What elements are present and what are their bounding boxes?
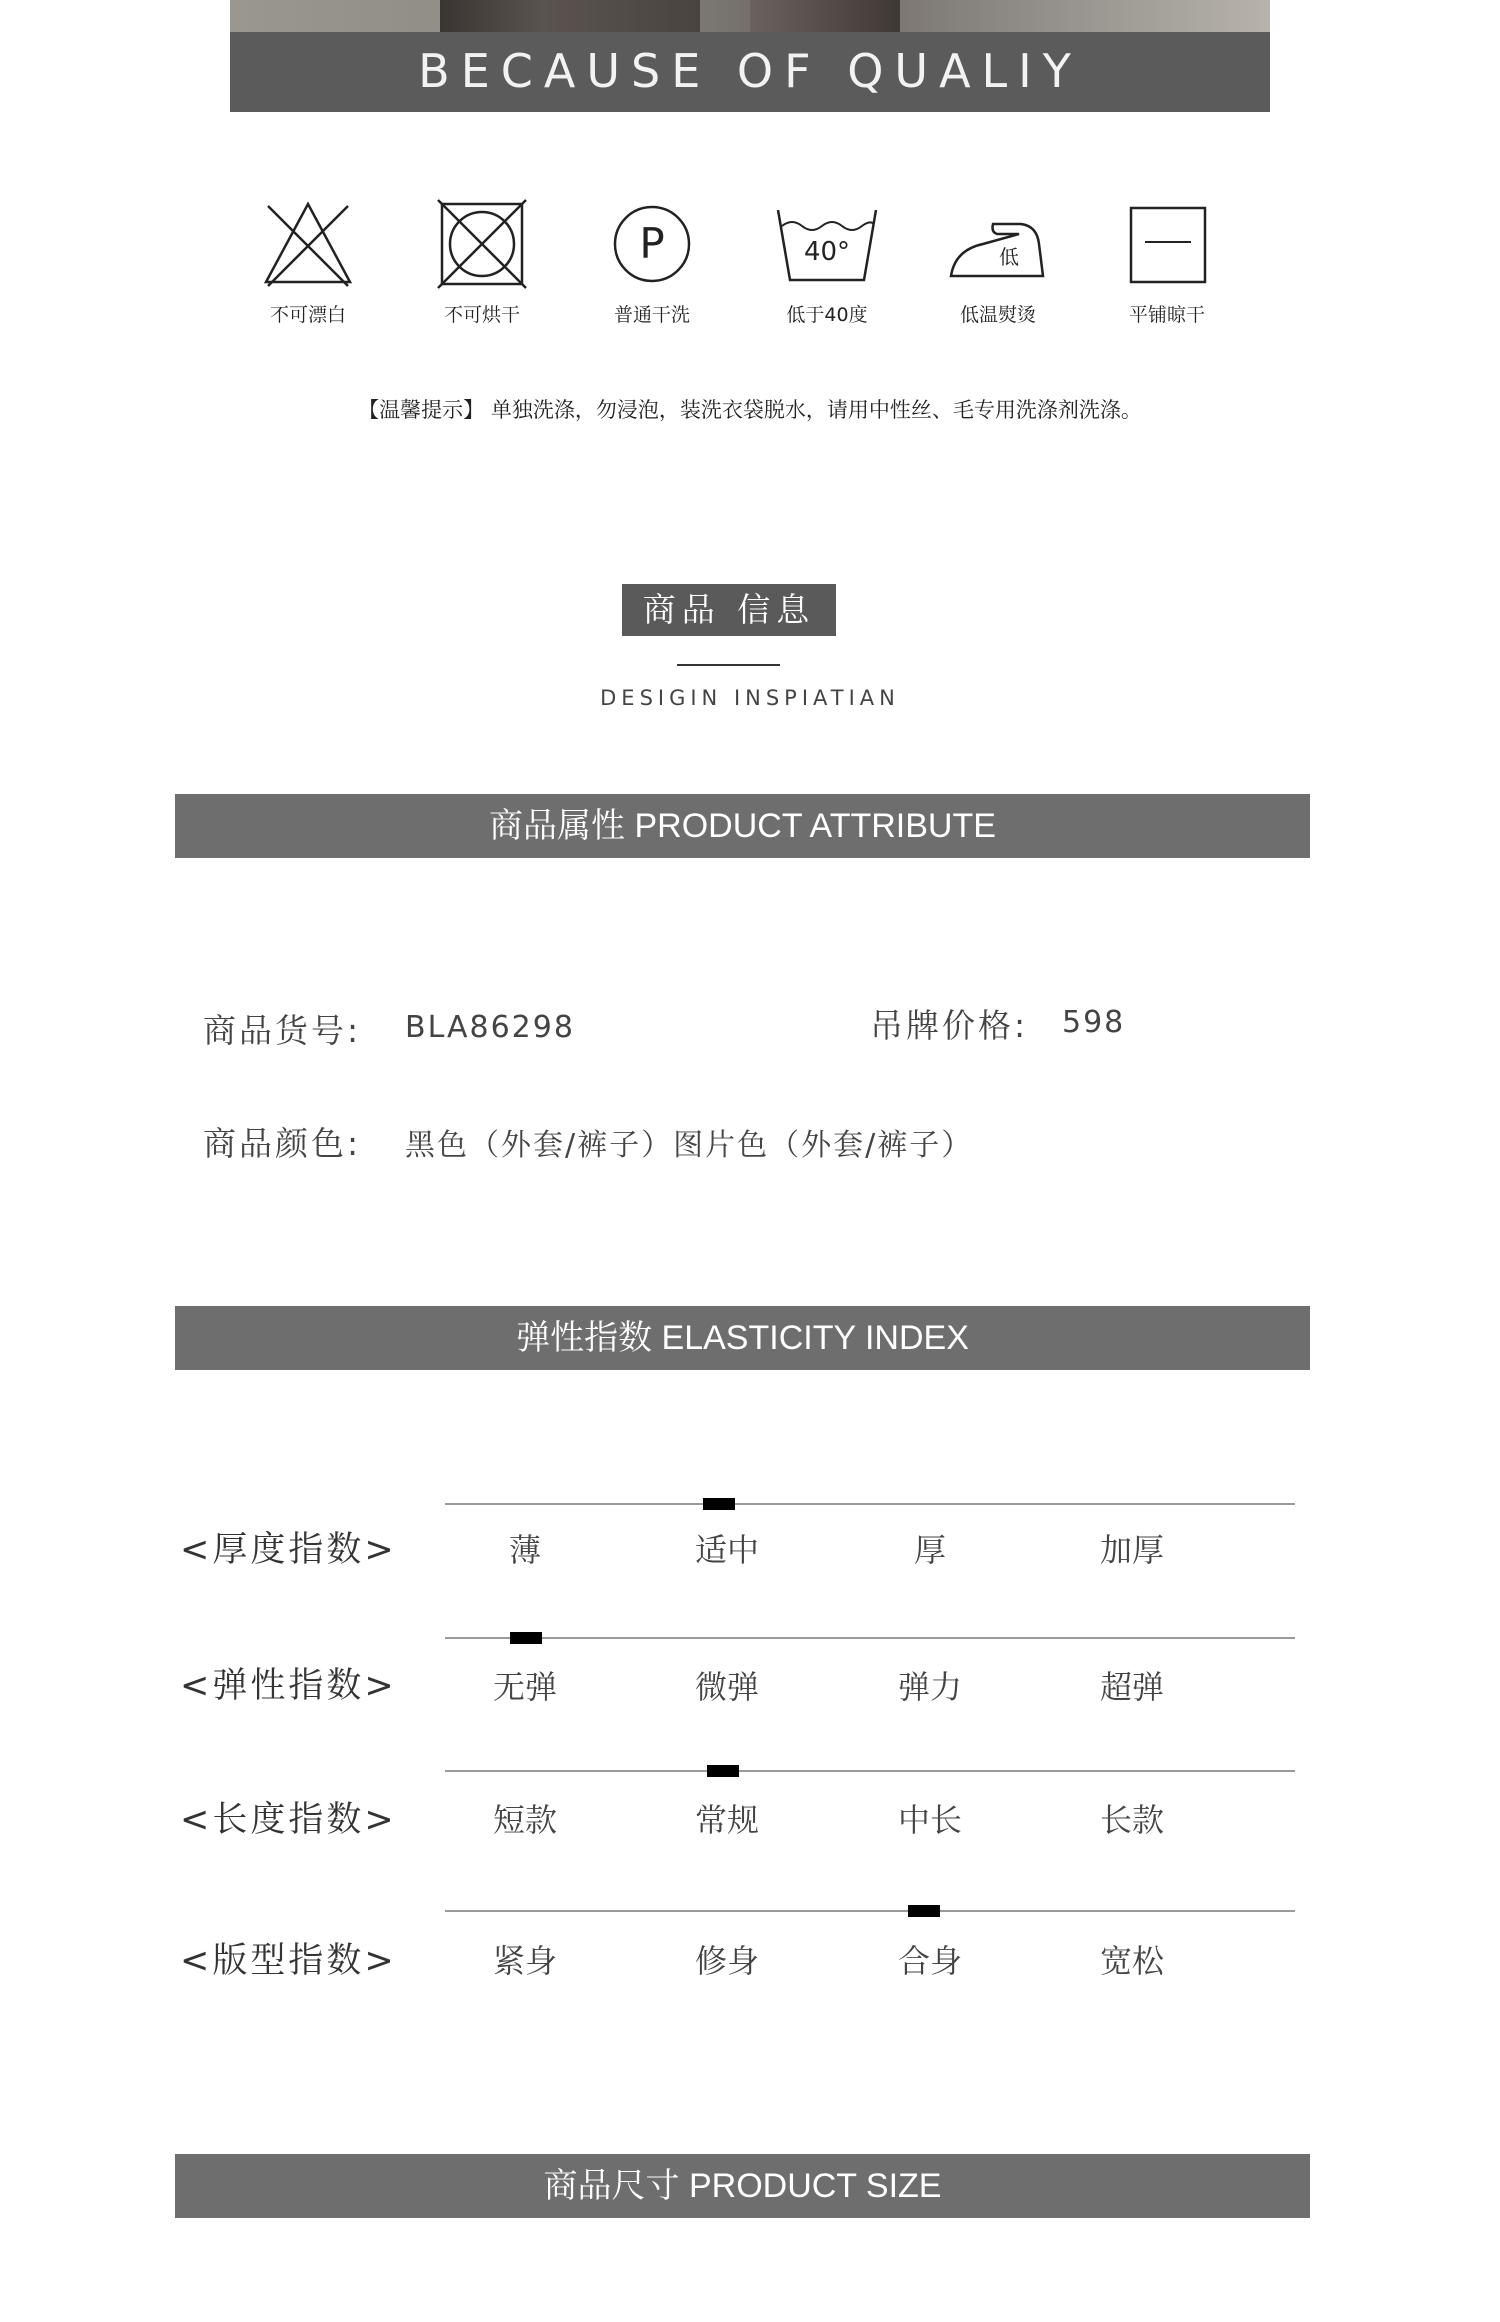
index-scale-thickness — [445, 1503, 1295, 1505]
index-option: 超弹 — [1099, 1668, 1164, 1706]
color-value: 黑色（外套/裤子）图片色（外套/裤子） — [405, 1128, 974, 1163]
index-scale-elasticity — [445, 1637, 1295, 1639]
index-label-elasticity: <弹性指数> — [180, 1666, 397, 1706]
care-item-wash-40 — [757, 196, 897, 346]
wash-temp-text: 40° — [803, 237, 851, 267]
care-label: 普通干洗 — [613, 304, 690, 326]
care-label: 低温熨烫 — [959, 304, 1036, 326]
no-tumble-dry-icon — [434, 196, 530, 292]
care-item-no-tumble-dry — [412, 196, 552, 346]
index-option: 弹力 — [897, 1668, 962, 1706]
dry-clean-p-icon — [604, 196, 700, 292]
index-option: 合身 — [897, 1942, 962, 1980]
index-label-fit: <版型指数> — [180, 1941, 397, 1981]
care-label: 不可漂白 — [269, 304, 346, 326]
section-divider — [677, 664, 780, 666]
size-bar: 商品尺寸 PRODUCT SIZE — [175, 2154, 1310, 2218]
index-option: 修身 — [694, 1942, 759, 1980]
section-subtitle: DESIGIN INSPIATIAN — [600, 686, 900, 710]
index-marker-fit — [908, 1905, 940, 1917]
index-label-length: <长度指数> — [180, 1800, 397, 1840]
care-item-no-bleach — [238, 196, 378, 346]
iron-level-text: 低 — [999, 245, 1019, 269]
index-option: 微弹 — [694, 1668, 759, 1706]
index-option: 无弹 — [492, 1668, 557, 1706]
low-iron-icon — [943, 196, 1053, 292]
care-label: 平铺晾干 — [1128, 304, 1205, 326]
hero-banner — [230, 0, 1270, 112]
index-option: 中长 — [897, 1801, 962, 1839]
index-scale-length — [445, 1770, 1295, 1772]
elasticity-bar: 弹性指数 ELASTICITY INDEX — [175, 1306, 1310, 1370]
banner-caption: BECAUSE OF QUALIY — [418, 44, 1082, 98]
index-label-thickness: <厚度指数> — [180, 1530, 397, 1570]
care-tip: 【温馨提示】 单独洗涤，勿浸泡，装洗衣袋脱水，请用中性丝、毛专用洗涤剂洗涤。 — [358, 398, 1142, 422]
wash-40-icon — [772, 196, 882, 292]
care-label: 不可烘干 — [443, 304, 520, 326]
index-option: 适中 — [694, 1531, 759, 1569]
sku-key: 商品货号: — [203, 1011, 362, 1050]
index-option: 短款 — [492, 1801, 557, 1839]
sku-value: BLA86298 — [405, 1010, 575, 1045]
index-marker-elasticity — [510, 1632, 542, 1644]
care-label: 低于40度 — [786, 304, 868, 326]
index-scale-fit — [445, 1910, 1295, 1912]
index-option: 紧身 — [492, 1942, 557, 1980]
index-marker-length — [707, 1765, 739, 1777]
section-title: 商品 信息 — [622, 584, 836, 636]
index-marker-thickness — [703, 1498, 735, 1510]
color-key: 商品颜色: — [203, 1124, 362, 1163]
care-item-low-iron — [928, 196, 1068, 346]
index-option: 宽松 — [1099, 1942, 1164, 1980]
index-option: 常规 — [694, 1801, 759, 1839]
flat-dry-icon — [1119, 196, 1215, 292]
price-key: 吊牌价格: — [870, 1006, 1029, 1045]
index-option: 厚 — [913, 1531, 946, 1569]
index-option: 长款 — [1099, 1801, 1164, 1839]
index-option: 薄 — [508, 1531, 541, 1569]
banner-caption-bar — [230, 32, 1270, 112]
price-value: 598 — [1062, 1005, 1126, 1040]
no-bleach-icon — [260, 196, 356, 292]
svg-text:P: P — [639, 219, 665, 268]
index-option: 加厚 — [1099, 1531, 1164, 1569]
care-item-flat-dry — [1097, 196, 1237, 346]
attribute-bar: 商品属性 PRODUCT ATTRIBUTE — [175, 794, 1310, 858]
care-item-dry-clean — [582, 196, 722, 346]
